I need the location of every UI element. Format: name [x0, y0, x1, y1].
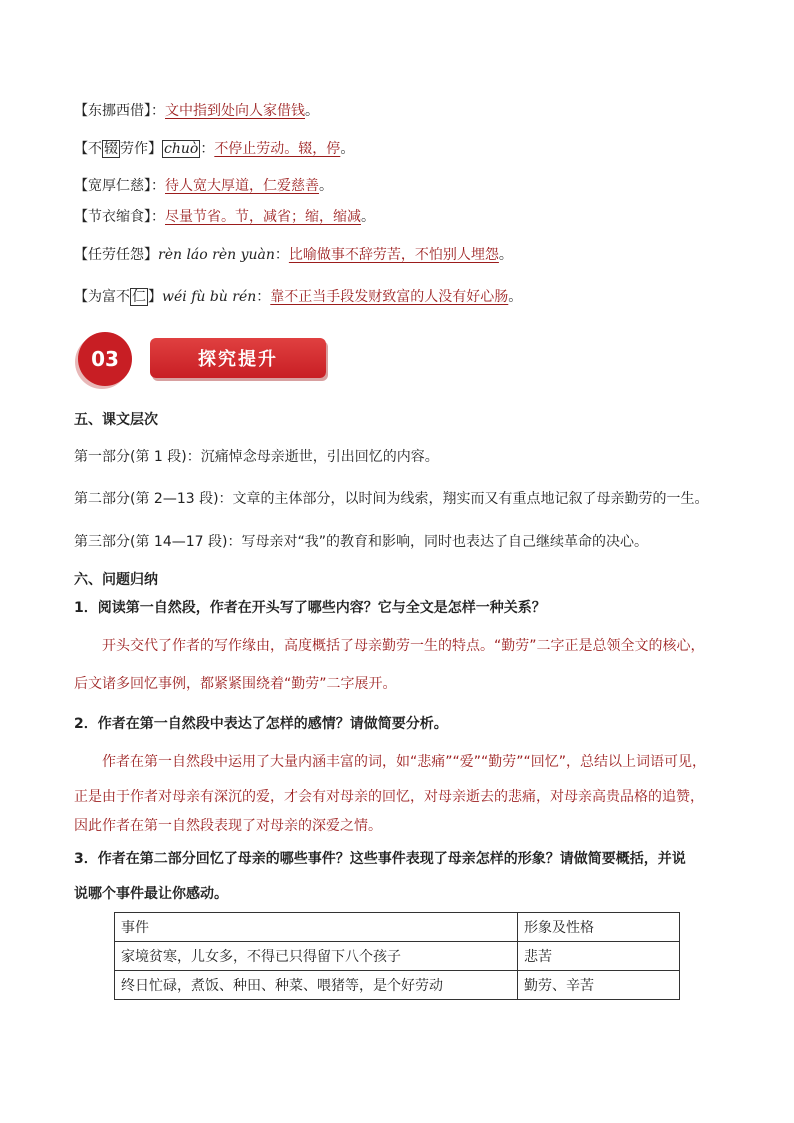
structure-part	[74, 447, 439, 467]
vocab-pinyin: chuò	[164, 141, 199, 157]
vocab-item	[74, 245, 513, 265]
table-header-row	[115, 913, 680, 942]
vocab-definition: 文中指到处向人家借钱	[165, 103, 305, 119]
vocab-definition: 比喻做事不辞劳苦，不怕别人埋怨	[288, 247, 499, 263]
vocab-sep: ：	[274, 247, 289, 263]
answer-line: 因此作者在第一自然段表现了对母亲的深爱之情。	[74, 818, 382, 834]
vocab-term-prefix: 【不	[74, 141, 102, 157]
vocab-item	[74, 176, 333, 196]
vocab-pinyin: wéi fù bù rén	[162, 289, 257, 305]
vocab-sep: ：	[200, 141, 215, 157]
vocab-item	[74, 139, 354, 159]
section-heading: 六、问题归纳	[74, 572, 158, 588]
table-row	[115, 942, 680, 971]
section-title: 探究提升	[150, 338, 326, 378]
vocab-sep: ：	[151, 209, 165, 225]
vocab-term: 【宽厚仁慈】	[74, 178, 151, 194]
question: 3．作者在第二部分回忆了母亲的哪些事件？这些事件表现了母亲怎样的形象？请做简要概括，并说	[74, 851, 686, 867]
events-table	[114, 912, 680, 1000]
vocab-definition: 尽量节省。节，减省；缩，缩减	[165, 209, 361, 225]
part-text: ：写母亲对“我”的教育和影响，同时也表达了自己继续革命的决心。	[227, 534, 648, 550]
vocab-sep: ：	[256, 289, 271, 305]
table-cell: 勤劳、辛苦	[518, 971, 680, 1000]
vocab-end: 。	[498, 247, 513, 263]
question-continued: 说哪个事件最让你感动。	[74, 886, 228, 902]
answer-line: 正是由于作者对母亲有深沉的爱，才会有对母亲的回忆，对母亲逝去的悲痛，对母亲高贵品格的追赞，	[74, 789, 704, 805]
vocab-term-prefix: 【为富不	[74, 289, 130, 305]
vocab-item	[74, 287, 522, 307]
vocab-definition: 不停止劳动。辍，停	[214, 141, 341, 157]
vocab-end: 。	[361, 209, 375, 225]
vocab-term-boxed-char: 仁	[132, 289, 146, 305]
vocab-term: 【任劳任怨】	[74, 247, 158, 263]
structure-part	[74, 489, 709, 509]
vocab-end: 。	[319, 178, 333, 194]
answer-line: 后文诸多回忆事例，都紧紧围绕着“勤劳”二字展开。	[74, 676, 397, 692]
vocab-definition: 靠不正当手段发财致富的人没有好心肠	[270, 289, 509, 305]
vocab-item	[74, 101, 319, 121]
section-heading: 五、课文层次	[74, 412, 158, 428]
table-row	[115, 971, 680, 1000]
vocab-term: 【东挪西借】	[74, 103, 151, 119]
vocab-term-suffix: 劳作】	[120, 141, 162, 157]
table-cell: 终日忙碌，煮饭、种田、种菜、喂猪等，是个好劳动	[115, 971, 518, 1000]
vocab-item	[74, 207, 375, 227]
vocab-term-suffix: 】	[148, 289, 162, 305]
section-number-badge: 03	[78, 332, 132, 386]
table-cell: 家境贫寒，儿女多，不得已只得留下八个孩子	[115, 942, 518, 971]
vocab-end: 。	[340, 141, 355, 157]
section-banner	[78, 332, 328, 384]
answer-line: 作者在第一自然段中运用了大量内涵丰富的词，如“悲痛”“爱”“勤劳”“回忆”，总结以上词语可见，	[102, 754, 707, 770]
structure-part	[74, 532, 648, 552]
table-cell: 悲苦	[518, 942, 680, 971]
answer-line: 开头交代了作者的写作缘由，高度概括了母亲勤劳一生的特点。“勤劳”二字正是总领全文的核心，	[102, 638, 705, 654]
vocab-end: 。	[305, 103, 319, 119]
part-label: 第一部分(第 1 段)	[74, 449, 187, 465]
question: 2．作者在第一自然段中表达了怎样的感情？请做简要分析。	[74, 716, 448, 732]
vocab-term: 【节衣缩食】	[74, 209, 151, 225]
part-label: 第二部分(第 2—13 段)	[74, 491, 219, 507]
part-text: ：文章的主体部分，以时间为线索，翔实而又有重点地记叙了母亲勤劳的一生。	[218, 491, 709, 507]
vocab-definition: 待人宽大厚道，仁爱慈善	[165, 178, 319, 194]
table-header: 事件	[115, 913, 518, 942]
vocab-term-boxed-char: 辍	[104, 141, 118, 157]
vocab-sep: ：	[151, 103, 165, 119]
question: 1．阅读第一自然段，作者在开头写了哪些内容？它与全文是怎样一种关系？	[74, 600, 546, 616]
vocab-pinyin: rèn láo rèn yuàn	[158, 247, 275, 263]
part-label: 第三部分(第 14—17 段)	[74, 534, 228, 550]
table-header: 形象及性格	[518, 913, 680, 942]
vocab-sep: ：	[151, 178, 165, 194]
part-text: ：沉痛悼念母亲逝世，引出回忆的内容。	[186, 449, 439, 465]
vocab-end: 。	[508, 289, 523, 305]
